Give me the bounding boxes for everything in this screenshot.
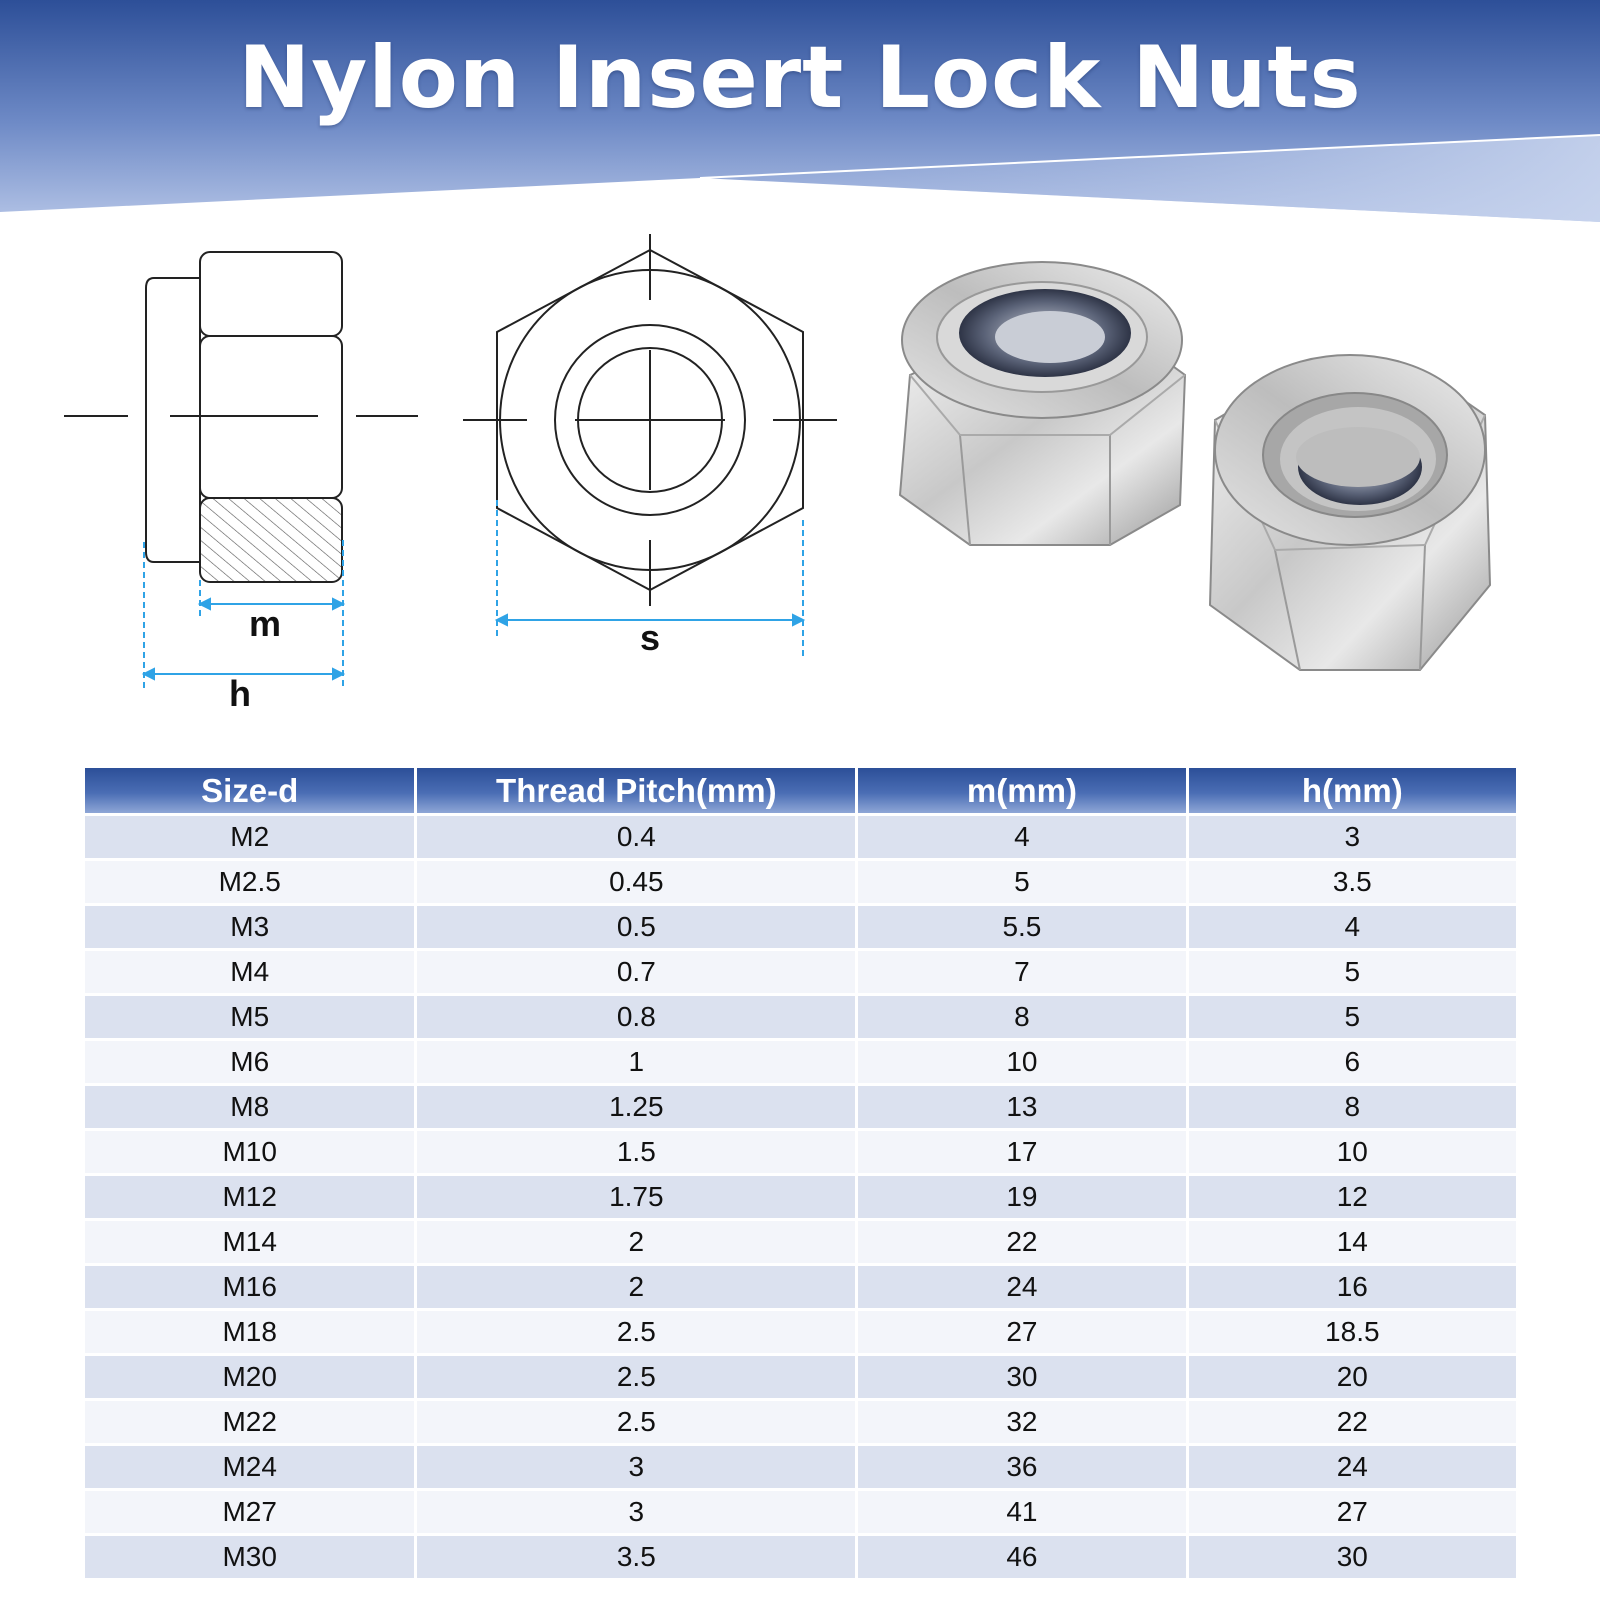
front-view-drawing-icon xyxy=(455,230,845,690)
h-cell: 16 xyxy=(1189,1266,1516,1308)
h-cell: 27 xyxy=(1189,1491,1516,1533)
size-cell: M30 xyxy=(85,1536,414,1578)
size-cell: M12 xyxy=(85,1176,414,1218)
m-cell: 41 xyxy=(858,1491,1185,1533)
header-size-d: Size-d xyxy=(85,768,414,813)
size-cell: M6 xyxy=(85,1041,414,1083)
spec-table xyxy=(82,765,1519,1581)
m-cell: 17 xyxy=(858,1131,1185,1173)
m-cell: 8 xyxy=(858,996,1185,1038)
header-h: h(mm) xyxy=(1189,768,1516,813)
header-m: m(mm) xyxy=(858,768,1185,813)
m-cell: 30 xyxy=(858,1356,1185,1398)
size-cell: M5 xyxy=(85,996,414,1038)
m-cell: 5 xyxy=(858,861,1185,903)
size-cell: M4 xyxy=(85,951,414,993)
m-cell: 46 xyxy=(858,1536,1185,1578)
pitch-cell: 0.45 xyxy=(417,861,855,903)
table-row xyxy=(85,1131,1516,1173)
pitch-cell: 2 xyxy=(417,1221,855,1263)
m-cell: 22 xyxy=(858,1221,1185,1263)
size-cell: M20 xyxy=(85,1356,414,1398)
table-row xyxy=(85,1041,1516,1083)
table-row xyxy=(85,1446,1516,1488)
table-row xyxy=(85,1086,1516,1128)
size-cell: M24 xyxy=(85,1446,414,1488)
m-cell: 4 xyxy=(858,816,1185,858)
m-cell: 13 xyxy=(858,1086,1185,1128)
h-cell: 20 xyxy=(1189,1356,1516,1398)
table-row xyxy=(85,816,1516,858)
pitch-cell: 3 xyxy=(417,1491,855,1533)
dimension-label-h: h xyxy=(229,673,251,714)
size-cell: M3 xyxy=(85,906,414,948)
pitch-cell: 0.5 xyxy=(417,906,855,948)
pitch-cell: 2.5 xyxy=(417,1311,855,1353)
h-cell: 22 xyxy=(1189,1401,1516,1443)
header-thread-pitch: Thread Pitch(mm) xyxy=(417,768,855,813)
m-cell: 36 xyxy=(858,1446,1185,1488)
m-cell: 10 xyxy=(858,1041,1185,1083)
h-cell: 10 xyxy=(1189,1131,1516,1173)
h-cell: 6 xyxy=(1189,1041,1516,1083)
table-row xyxy=(85,1266,1516,1308)
table-header-row xyxy=(85,768,1516,813)
h-cell: 5 xyxy=(1189,951,1516,993)
pitch-cell: 0.7 xyxy=(417,951,855,993)
size-cell: M2.5 xyxy=(85,861,414,903)
size-cell: M16 xyxy=(85,1266,414,1308)
table-row xyxy=(85,861,1516,903)
nut-photo-icon xyxy=(880,245,1530,695)
size-cell: M8 xyxy=(85,1086,414,1128)
h-cell: 18.5 xyxy=(1189,1311,1516,1353)
h-cell: 12 xyxy=(1189,1176,1516,1218)
h-cell: 8 xyxy=(1189,1086,1516,1128)
h-cell: 30 xyxy=(1189,1536,1516,1578)
dimension-label-s: s xyxy=(639,617,661,658)
m-cell: 32 xyxy=(858,1401,1185,1443)
h-cell: 3 xyxy=(1189,816,1516,858)
m-cell: 24 xyxy=(858,1266,1185,1308)
size-cell: M2 xyxy=(85,816,414,858)
m-cell: 27 xyxy=(858,1311,1185,1353)
table-row xyxy=(85,951,1516,993)
pitch-cell: 3 xyxy=(417,1446,855,1488)
page-title: Nylon Insert Lock Nuts xyxy=(238,28,1362,128)
pitch-cell: 1.75 xyxy=(417,1176,855,1218)
h-cell: 5 xyxy=(1189,996,1516,1038)
size-cell: M18 xyxy=(85,1311,414,1353)
table-row xyxy=(85,906,1516,948)
table-row xyxy=(85,1491,1516,1533)
h-cell: 3.5 xyxy=(1189,861,1516,903)
pitch-cell: 2 xyxy=(417,1266,855,1308)
h-cell: 24 xyxy=(1189,1446,1516,1488)
table-body xyxy=(85,816,1516,1578)
pitch-cell: 2.5 xyxy=(417,1356,855,1398)
pitch-cell: 0.8 xyxy=(417,996,855,1038)
pitch-cell: 0.4 xyxy=(417,816,855,858)
table-row xyxy=(85,1356,1516,1398)
table-row xyxy=(85,1536,1516,1578)
table-row xyxy=(85,1311,1516,1353)
table-row xyxy=(85,996,1516,1038)
size-cell: M14 xyxy=(85,1221,414,1263)
table-row xyxy=(85,1401,1516,1443)
h-cell: 14 xyxy=(1189,1221,1516,1263)
m-cell: 7 xyxy=(858,951,1185,993)
m-cell: 5.5 xyxy=(858,906,1185,948)
table-row xyxy=(85,1221,1516,1263)
pitch-cell: 1.25 xyxy=(417,1086,855,1128)
pitch-cell: 1.5 xyxy=(417,1131,855,1173)
pitch-cell: 2.5 xyxy=(417,1401,855,1443)
size-cell: M27 xyxy=(85,1491,414,1533)
table-row xyxy=(85,1176,1516,1218)
pitch-cell: 1 xyxy=(417,1041,855,1083)
dimension-label-m: m xyxy=(248,603,282,644)
h-cell: 4 xyxy=(1189,906,1516,948)
size-cell: M10 xyxy=(85,1131,414,1173)
m-cell: 19 xyxy=(858,1176,1185,1218)
size-cell: M22 xyxy=(85,1401,414,1443)
side-view-drawing-icon xyxy=(60,240,440,740)
pitch-cell: 3.5 xyxy=(417,1536,855,1578)
